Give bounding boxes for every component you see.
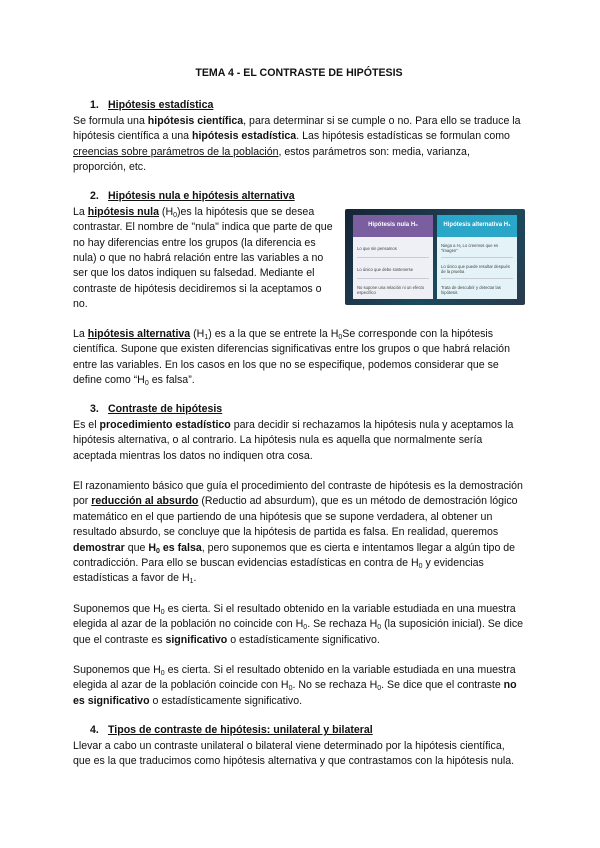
text-run: , pero suponemos que es cierta e intentamos llegar a algún tipo de contradicción. Para ello se buscan evidencias estadísticas en contra de H [73, 541, 516, 569]
section-1-paragraph [73, 114, 525, 176]
text-run: La [73, 205, 88, 218]
text-run: El razonamiento básico que guía el procedimiento del contraste de hipótesis es la demostración por [73, 479, 523, 508]
section-number: 3. [90, 403, 99, 416]
section-4-paragraph: Llevar a cabo un contraste unilateral o bilateral viene determinado por la hipótesis científica, que es la que traducimos como hipótesis alternativa y que contrastamos con la hipótesis nula. [73, 739, 515, 768]
text-run: La [73, 327, 88, 340]
subscript: 1 [189, 578, 194, 586]
section-number: 1. [90, 99, 99, 112]
alternative-hypothesis-column [437, 215, 517, 299]
section-heading-1 [73, 98, 525, 113]
subscript: 0 [173, 211, 177, 219]
bold-term: hipótesis estadística [191, 130, 297, 143]
subscript: 0 [303, 624, 308, 632]
section-3-paragraph-1 [73, 418, 525, 464]
bold-term: es falsa [159, 541, 202, 554]
text-run: es falsa”. [148, 373, 195, 386]
document-page [73, 66, 525, 769]
bold-term: no es significativo [73, 679, 517, 707]
text-run: o estadísticamente significativo. [227, 633, 380, 646]
page-title: TEMA 4 - EL CONTRASTE DE HIPÓTESIS [195, 67, 403, 79]
text-run: es cierta. Si el resultado obtenido en la variable estudiada en una muestra elegida al azar de la población coincide con H [73, 664, 516, 692]
section-heading-4 [73, 723, 525, 738]
figure-left-header: Hipótesis nula H₀ [353, 215, 433, 237]
hypothesis-comparison-figure [345, 209, 525, 305]
section-2-paragraph-2 [73, 327, 525, 389]
text-run: que [124, 541, 149, 554]
figure-cell: Lo único que debe sostenerse [357, 261, 429, 279]
text-run: , para determinar si se cumple o no. Para ello se traduce la hipótesis científica a una [73, 114, 521, 143]
bold-term: hipótesis alternativa [87, 327, 191, 340]
figure-cell: No supone una relación ni un efecto específico [357, 285, 425, 296]
text-run: o estadísticamente significativo. [149, 694, 303, 707]
text-run: . No se rechaza H [292, 679, 378, 692]
figure-cell: Lo único que puede resultar después de la prueba [441, 261, 513, 279]
subscript: 0 [377, 624, 382, 632]
text-run: . [193, 572, 197, 585]
bold-term: hipótesis nula [87, 205, 159, 218]
text-run: Suponemos que H [73, 602, 161, 615]
section-title: Tipos de contraste de hipótesis: unilateral y bilateral [108, 724, 373, 737]
subscript: 0 [160, 608, 165, 616]
bold-term: significativo [165, 633, 228, 646]
figure-cell: Niega a H₀ Lo creemos que es "imagen" [441, 240, 513, 258]
bold-term: reducción al absurdo [91, 495, 199, 508]
text-run: Se formula una [73, 114, 148, 127]
section-3-paragraph-3 [73, 602, 525, 648]
text-run: . Se dice que el contraste [381, 679, 504, 692]
text-run: . Las hipótesis estadísticas se formulan como [296, 130, 510, 143]
subscript: 0 [418, 562, 423, 570]
bold-term: demostrar [73, 541, 125, 554]
text-run: Suponemos que H [73, 664, 161, 676]
subscript: 0 [144, 379, 149, 387]
text-run: y evidencias estadísticas a favor de H [73, 556, 484, 585]
figure-right-header: Hipótesis alternativa H₁ [437, 215, 517, 237]
text-run: Es el [73, 418, 100, 431]
text-run: es cierta. Si el resultado obtenido en la variable estudiada en una muestra elegida al azar de la población no coincide con H [73, 602, 516, 631]
text-run: ) es a la que se entrete la H [208, 327, 339, 340]
section-number: 4. [90, 724, 99, 737]
null-hypothesis-column [353, 215, 433, 299]
subscript: 0 [160, 670, 165, 677]
text-run: (Reductio ad absurdum), que es un método de demostración lógico matemático en el que partiendo de una hipótesis que se supone verdadera, al obtener un resultado absurdo, se concluye que la hipótesis de partida es falsa. En realidad, queremos [73, 495, 518, 539]
subscript: 0 [156, 547, 160, 555]
section-title: Hipótesis nula e hipótesis alternativa [108, 190, 295, 203]
bold-term: hipótesis científica [147, 114, 244, 127]
section-heading-2 [73, 189, 525, 204]
text-run: , estos parámetros son: media, varianza, proporción, etc. [73, 145, 470, 174]
section-number: 2. [90, 190, 99, 203]
text-run: (H [190, 327, 205, 340]
subscript: 0 [288, 685, 293, 693]
section-title: Hipótesis estadística [108, 99, 214, 112]
underlined-term: creencias sobre parámetros de la población [73, 145, 279, 158]
bold-term: H [148, 541, 157, 554]
subscript: 0 [377, 685, 382, 693]
section-title: Contraste de hipótesis [108, 403, 223, 416]
text-run: . Se rechaza H [307, 618, 378, 631]
text-run: )es la hipótesis que se desea contrastar. El nombre de "nula" indica que parte de que no hay diferencias entre los grupos (la diferencia es nula) o que no habrá relación entre las variables a no ser que los datos indiquen su falsedad. Mediante el contraste de hipótesis decidiremos si la aceptamos o no. [73, 205, 333, 311]
subscript: 1 [204, 333, 209, 341]
section-heading-3 [73, 402, 525, 417]
text-run: (la suposición inicial). Se dice que el contraste es [73, 618, 524, 646]
text-run: (H [158, 205, 174, 218]
text-run: Se corresponde con la hipótesis científica. Supone que existen diferencias significativas entre los grupos o que habrá relación entre las variables. En los casos en los que no se especifique, podemos considerar que se define como “H [73, 327, 510, 386]
bold-term: procedimiento estadístico [99, 418, 231, 431]
figure-cell: Trata de descubrir y detectar las hipótesis [441, 285, 501, 296]
figure-cell: Lo que sin pensamos [357, 240, 429, 258]
subscript: 0 [338, 333, 343, 341]
text-run: para decidir si rechazamos la hipótesis nula y aceptamos la hipótesis alternativa, o al contrario. La hipótesis nula es aquella que normalmente sería aceptada mientras los datos no indiquen otra cosa. [73, 418, 514, 462]
section-3-paragraph-4 [73, 663, 525, 709]
section-3-paragraph-2 [73, 479, 525, 587]
